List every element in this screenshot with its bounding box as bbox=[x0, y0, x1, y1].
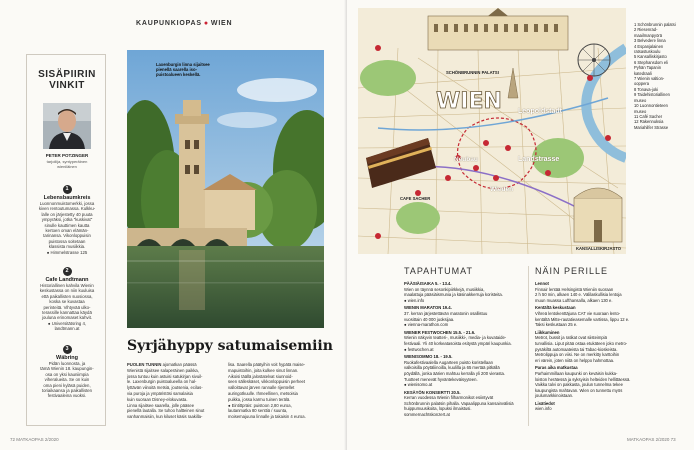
info-line: turvallisia. Liput pitää ostaa etukäteen joko metro- bbox=[535, 340, 628, 346]
tip-line: että paikallisten suosiossa, bbox=[41, 293, 93, 299]
person-role bbox=[27, 159, 107, 169]
tip-body bbox=[31, 283, 103, 332]
legend-item: 2 Riesenrad- bbox=[634, 27, 658, 33]
legend-item: 10 Luonnontieteen bbox=[634, 103, 668, 109]
event-link[interactable]: sommernachtskonzert.at bbox=[404, 412, 450, 418]
info-line: kentältä Mitte-rautatieasemalle vartissa, lippu 12 e. bbox=[535, 316, 630, 322]
info-line: kaupungista mahtavan. Wien on tunnettu myös bbox=[535, 387, 623, 393]
person-portrait-icon bbox=[43, 103, 91, 149]
map-label-palace: SCHÖNBRUNNIN PALATSI bbox=[446, 70, 499, 75]
tip-line: Historiallinen kahvila Wienin bbox=[40, 283, 94, 288]
body-line: lautanmatka 80 senttiä / suunta, bbox=[228, 408, 288, 414]
event-line: Tuotteet menevät hyväntekeväisyyteen. bbox=[404, 376, 478, 382]
event-line: maalattuja pääsiäismunia ja käsinakkerruja koristeita. bbox=[404, 292, 503, 298]
tip-line: Pidän luonnosta, ja bbox=[48, 361, 86, 366]
castle-photo bbox=[127, 50, 324, 328]
event-line: Ruokafestivaalella Augarteen puisto koristellaan bbox=[404, 359, 493, 365]
info-line: eri värein, joten niitä on helppo hahmottaa. bbox=[535, 357, 615, 363]
event-line: Wien on täynnä sesonkipiirkkejä, musiikkia, bbox=[404, 286, 485, 292]
person-role-line2: wieniläinen bbox=[57, 164, 77, 169]
legend-item: 11 Café Sacher bbox=[634, 113, 663, 119]
event-heading: KESÄYÖN KONSERTTI 20.5. bbox=[404, 389, 461, 395]
legend-item: 6 Stephansdom eli bbox=[634, 59, 668, 65]
legend-item: Mariahilfer Strasse bbox=[634, 124, 669, 130]
legend-item: katedraali bbox=[634, 70, 652, 76]
events-title: TAPAHTUMAT bbox=[404, 266, 473, 276]
insider-tips-box bbox=[26, 54, 106, 426]
person-role-line1: tarjoilija, syntyperäinen bbox=[46, 159, 88, 164]
info-line: Metrot, bussit ja ratikat ovat siisteimpiä bbox=[535, 335, 607, 341]
tip-line: klassista musiikkia. bbox=[48, 244, 86, 250]
tip-line: koska se kuvastaa bbox=[49, 299, 85, 305]
event-link[interactable]: ● wien.info bbox=[404, 297, 425, 303]
map-label-wieden: Wieden bbox=[490, 186, 514, 193]
body-line: ● Eintittpräis: puistoon 2,80 euroa, bbox=[228, 402, 292, 408]
event-line: 37. kerran järjestettävän maratonin osallistuu bbox=[404, 310, 488, 316]
info-line: Finnair lentää Helsingistä Wieniin suoraan bbox=[535, 286, 614, 292]
laxenburg-castle-image-icon bbox=[127, 50, 324, 328]
section-name: KAUPUNKIOPAS bbox=[136, 20, 202, 27]
tip-line: festivaaleina vuoksi. bbox=[47, 393, 87, 399]
legend-item: 9 Taidehistoriallinen bbox=[634, 92, 670, 98]
tip-line: Luonnonmuistomerkki, jossa bbox=[39, 201, 95, 206]
info-line: Taksi keskustaan 25 e. bbox=[535, 322, 578, 328]
body-line: mapuistoihin, joita kulkee sinut linnan. bbox=[228, 367, 299, 373]
event-line: pöydällä, jonka äärien mahtuu kerralla yli 200 vierasta. bbox=[404, 370, 506, 376]
info-line: Vaikka talvi on pakkasta, joulun tunnelma tekee bbox=[535, 382, 623, 388]
tip-line: puistossa soitetaan bbox=[48, 238, 86, 244]
info-item bbox=[535, 401, 657, 412]
event-link[interactable]: ● vienna-marathon.com bbox=[404, 322, 449, 328]
tip-line: sinulle kauttimen kautta bbox=[44, 222, 90, 228]
event-link[interactable]: ● festwochen.at bbox=[404, 346, 434, 352]
event-item bbox=[404, 330, 522, 352]
info-heading: Lisätiedot bbox=[535, 400, 555, 406]
page-folio-right: MATKAOPAS 2/2020 73 bbox=[627, 437, 676, 442]
section-header bbox=[136, 20, 232, 27]
tip-line: terassille kannattaa käydä bbox=[42, 310, 92, 316]
map-label-landstrasse: Landstrasse bbox=[518, 156, 560, 163]
tip-line: tämä Wienin 18. kaupungin- bbox=[40, 366, 94, 372]
map-legend bbox=[634, 22, 690, 130]
event-item bbox=[404, 305, 522, 327]
legend-item: 12 Rakennuksia bbox=[634, 119, 664, 125]
tip-heading: Lebensbaumkreis bbox=[43, 195, 91, 201]
tips-title-line1: SISÄPIIRIN bbox=[38, 69, 96, 80]
event-heading: WIENIN MARATON 19.4. bbox=[404, 305, 452, 311]
map-label-neubau: Neubau bbox=[454, 156, 478, 163]
body-line: seen sälleskäset, vikkonloppuisin perheet bbox=[228, 379, 306, 385]
tip-line: toriaikaansa ja paikallisten bbox=[41, 388, 93, 394]
info-heading: Lennot bbox=[535, 281, 549, 286]
tip-item-2 bbox=[31, 267, 103, 332]
legend-item: 5 Kansalliskirjasto bbox=[634, 54, 667, 60]
legend-item: 4 Espanjalainen bbox=[634, 43, 664, 49]
body-line: valloittavat järven rannalle rijentellet bbox=[228, 385, 295, 391]
event-line: Wienin näkyvin teatteri-, musiikki-, media- ja kuvataide- bbox=[404, 335, 507, 341]
tip-number: 1 bbox=[63, 185, 72, 194]
event-item bbox=[404, 281, 522, 303]
column-divider bbox=[528, 266, 529, 426]
article-headline: Syrjähyppy satumaisemiin bbox=[127, 338, 333, 354]
event-heading: PÄÄSIÄISAIKA 5. - 13.4. bbox=[404, 281, 452, 286]
tip-line: kertoen oman elämän- bbox=[45, 228, 89, 234]
tip-line: perinteitä. Vihtyvää ulko- bbox=[43, 304, 91, 310]
body-line: Aikoisi täällä jalostatelvat siunnoid- bbox=[228, 373, 293, 379]
info-line: muun muassa Lufthansalla, alkaen 130 e. bbox=[535, 297, 613, 303]
body-line: pienellä lautalla. Se tuhoo haltteinen sinut bbox=[127, 408, 205, 414]
map-illustration-icon bbox=[358, 8, 626, 254]
article-column-1 bbox=[127, 362, 219, 420]
info-line: Parhaimmillaan kaupunki on keväisin kukka- bbox=[535, 370, 618, 376]
tip-line: kiven rentoutumassa. Kulkku- bbox=[38, 206, 96, 212]
tip-body bbox=[31, 361, 103, 399]
event-line: valkoisilla pöytäliinoilla, kuulilla ja 65 mertää pitkällä bbox=[404, 365, 500, 371]
event-line: Kerran vuodessa Wienin filharmonikot esiintyvät bbox=[404, 395, 494, 401]
info-heading: Kentältä keskustaan bbox=[535, 305, 576, 311]
body-line: vanhanmaisiin, kun kiluset käsis raakilla- bbox=[127, 414, 203, 420]
legend-item: museo bbox=[634, 97, 647, 103]
tip-line: ● Himmelstrasse 125 bbox=[46, 249, 88, 255]
body-line: puikka, jossa karmu tuinen terälä. bbox=[228, 396, 291, 402]
event-item bbox=[404, 390, 522, 418]
info-heading: Paras aika matkustaa bbox=[535, 365, 578, 371]
portrait-photo bbox=[43, 103, 91, 149]
tip-line: oma pieni kyläsä puiden, bbox=[43, 382, 91, 388]
lead-in: PUOLEN TUNNIN bbox=[127, 362, 162, 367]
event-line: huippumuusikoita, lopuksi ilmaistusi. bbox=[404, 406, 472, 412]
info-item bbox=[535, 281, 657, 303]
body-line: Wienistä sijaitsee salaperäinen paikka, bbox=[127, 367, 199, 373]
map-label-national-library: KANSALLISKIRJASTO bbox=[576, 246, 622, 251]
tip-line: landtmann.at bbox=[54, 326, 80, 332]
tips-title bbox=[27, 69, 107, 91]
body-line: lyttävän viinoitä metsiä, joutsenia, ecilas- bbox=[127, 385, 203, 391]
info-item bbox=[535, 305, 657, 327]
tips-title-line2: VINKIT bbox=[49, 80, 85, 91]
article-column-2 bbox=[228, 362, 320, 420]
getting-there-title: NÄIN PERILLE bbox=[535, 266, 609, 276]
tip-line: lalle on järjestetty 40 puuta bbox=[41, 211, 93, 217]
event-line: Schönbrunnin palatsin pihalla. Vapaalippuna kansainvälisiä bbox=[404, 400, 514, 406]
tip-line: tarinansa. Vikonloppuisin bbox=[43, 233, 91, 239]
body-line: lisa. Saarella päätyihin voit hypätä maise- bbox=[228, 362, 306, 367]
info-item bbox=[535, 365, 657, 399]
info-line: loiston herätessä ja syksyisin helteiden hellittäessä. bbox=[535, 376, 631, 382]
body-line: moisemajuuna linnalle ja takaisin 4 euroa. bbox=[228, 414, 306, 420]
legend-item: ratsastuskoulu bbox=[634, 49, 661, 55]
legend-item: 3 Belvedere linna bbox=[634, 38, 666, 44]
event-line: vuosittain 40 000 juoksijaa. bbox=[404, 316, 455, 322]
tip-item-1 bbox=[31, 185, 103, 255]
map-label-leopoldstadt: Leopoldstadt bbox=[518, 108, 562, 115]
person-name: PETER POTZINGER bbox=[45, 153, 89, 158]
event-heading: WIENISOMMO 18. - 19.5. bbox=[404, 354, 453, 360]
getting-there-list bbox=[535, 279, 657, 414]
info-line: joulumarkkinoistaan. bbox=[535, 393, 574, 399]
tip-number: 3 bbox=[63, 345, 72, 354]
body-line: auringotkuulle. Ihmeellinen, metsoisia bbox=[228, 390, 298, 396]
tip-heading: Wäbring bbox=[56, 355, 78, 361]
tip-body bbox=[31, 201, 103, 255]
tip-heading: Cafe Landtmann bbox=[45, 277, 89, 283]
tip-item-3 bbox=[31, 345, 103, 399]
info-heading: Liikkuminen bbox=[535, 329, 560, 335]
photo-caption: Laxenburgin linna sijaitsee pienellä saarella iso-puistoalueen keskellä. bbox=[156, 62, 210, 77]
info-item bbox=[535, 330, 657, 364]
info-line: pysäkiltä automaateista tai Tabac-kioskeista. bbox=[535, 346, 618, 352]
info-line: Metrolippuja on viisi. Ne on merkitty karttoihin bbox=[535, 352, 620, 358]
event-link[interactable]: ● wienisomo.at bbox=[404, 382, 433, 388]
separator-dot: ● bbox=[203, 20, 209, 27]
vienna-illustrated-map bbox=[358, 8, 626, 254]
legend-item: ooppera bbox=[634, 81, 650, 87]
tip-line: ympyräksi, jotka "kuskivat" bbox=[41, 217, 93, 223]
legend-item: 8 Tonava-joki bbox=[634, 86, 659, 92]
legend-item: Pyhän Tapanin bbox=[634, 65, 662, 71]
body-line: kuin suoraan Disney-elokuvasta. bbox=[127, 396, 188, 402]
info-link[interactable]: wien.info bbox=[535, 406, 552, 412]
legend-item: 1 Schönbrunnin palatsi bbox=[634, 22, 676, 27]
tip-number: 2 bbox=[63, 267, 72, 276]
body-line: ajomatkan päässä bbox=[162, 362, 197, 367]
legend-item: maailmanpyörä bbox=[634, 32, 662, 38]
page-folio-left: 72 MATKAOPAS 2/2020 bbox=[10, 437, 59, 442]
body-line: jossa tuntuu kuin astuisi satukirjan sivuil- bbox=[127, 373, 203, 379]
body-line: le. Laxenburgin puistoalueella on hal- bbox=[127, 379, 197, 385]
legend-item: museo bbox=[634, 108, 647, 114]
event-line: festivaali. Yli 40 korkeatasoista esitystä ympäri kaupunkia. bbox=[404, 340, 512, 346]
tip-line: keskustassa on niin kuuluisa bbox=[39, 288, 95, 294]
city-name: WIEN bbox=[210, 20, 233, 27]
event-item bbox=[404, 354, 522, 388]
body-line: Linna sijaitsee saarella, jolle pääsee bbox=[127, 402, 195, 408]
map-title-text: WIEN bbox=[436, 89, 502, 114]
info-line: 2 h 50 min, alkaen 140 e. Välilaskullisia lentoja bbox=[535, 292, 622, 298]
info-line: Vihreä lentokenttäjuna CAT vie suoraan lento- bbox=[535, 310, 621, 316]
body-line: via puroja ja ympäristösi samalaisia bbox=[127, 390, 193, 396]
events-list bbox=[404, 279, 522, 419]
event-heading: WIENER FESTWOCHEN 15.5. - 21.6. bbox=[404, 329, 476, 335]
map-label-cafe-sacher: CAFE SACHER bbox=[400, 196, 431, 201]
legend-item: 7 Wienin valtion- bbox=[634, 76, 665, 82]
tip-line: jouluna erinomaset kahvit. bbox=[42, 315, 92, 321]
tip-line: ● Universitätsring 4, bbox=[47, 320, 87, 326]
tip-line: viheralueita. Se on kuin bbox=[44, 377, 90, 383]
tip-line: osa on yksi kauniimpia bbox=[45, 371, 89, 377]
